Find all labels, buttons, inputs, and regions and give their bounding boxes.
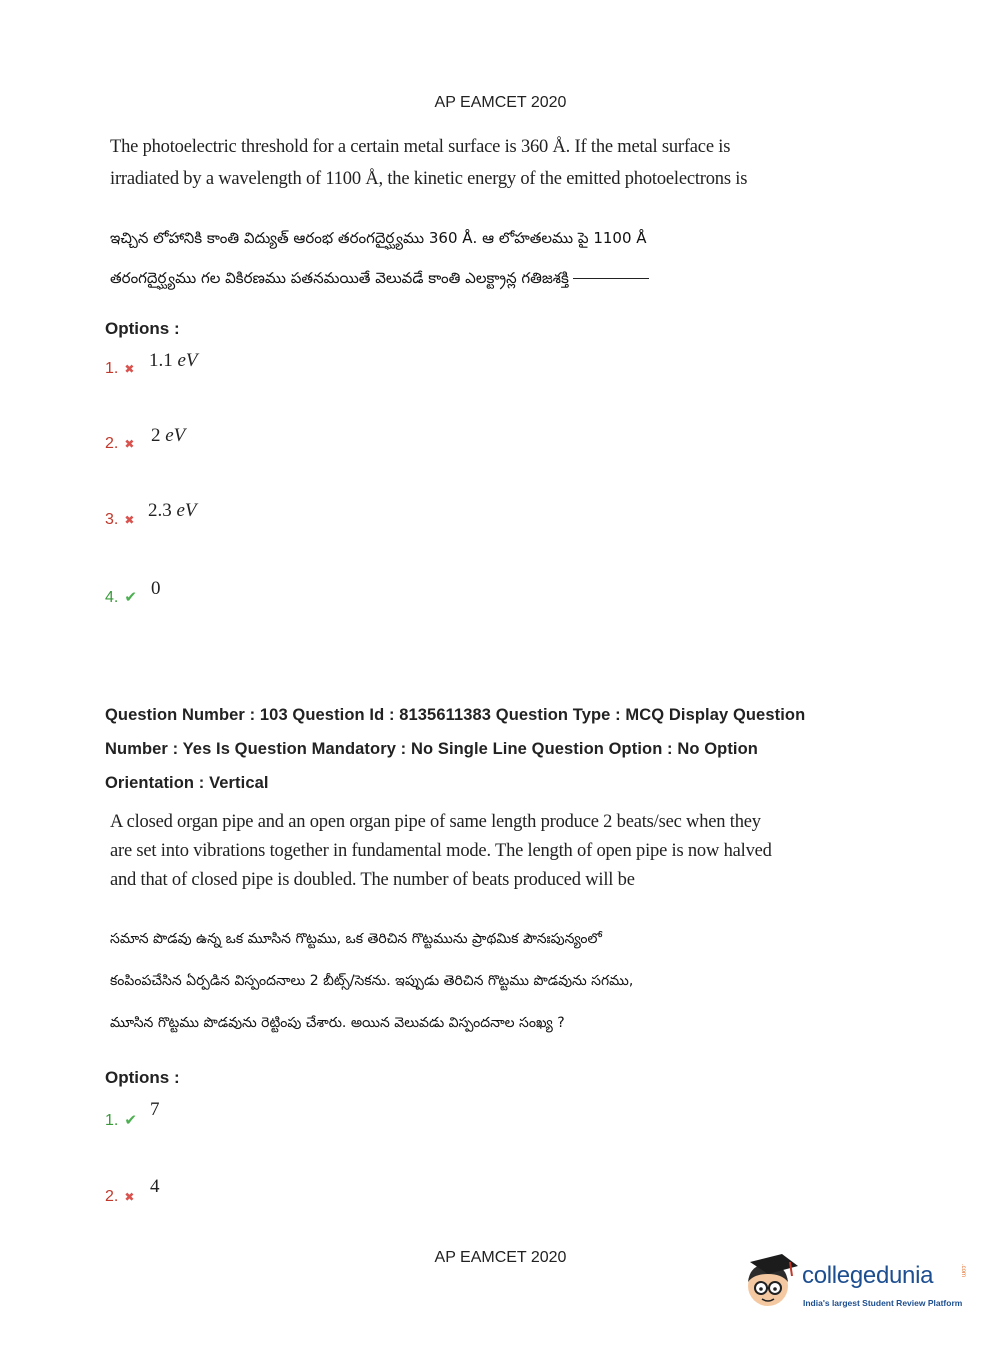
options-label: Options : (105, 1068, 180, 1087)
cross-icon: ✖ (124, 362, 135, 376)
option-number: 4. (105, 589, 119, 606)
check-icon: ✔ (124, 1111, 137, 1129)
cross-icon: ✖ (124, 513, 135, 527)
question-2-english (110, 808, 772, 895)
question-line-with-blank (110, 258, 649, 298)
option-unit: eV (176, 500, 197, 521)
collegedunia-logo (742, 1250, 972, 1320)
page-header: AP EAMCET 2020 (434, 94, 567, 111)
option-3 (105, 511, 134, 529)
question-line: are set into vibrations together in fundamental mode. The length of open pipe is now halved (110, 841, 772, 861)
option-number: 2. (105, 435, 119, 452)
option-1-value (149, 350, 198, 372)
option-2-value: 4 (150, 1176, 160, 1197)
option-2 (105, 435, 134, 453)
meta-line: Number : Yes Is Question Mandatory : No Single Line Question Option : No Option (105, 740, 758, 758)
option-number: 1. (105, 360, 119, 377)
option-2 (105, 1188, 134, 1206)
option-value: 2 (151, 425, 161, 446)
question-line: మూసిన గొట్టము పొడవును రెట్టింపు చేశారు. అయిన వెలువడు విస్పందనాల సంఖ్య ? (110, 1015, 565, 1031)
question-1-english (110, 131, 747, 195)
option-3-value (148, 500, 197, 522)
option-4-value: 0 (151, 578, 161, 599)
option-number: 3. (105, 511, 119, 528)
meta-line: Orientation : Vertical (105, 774, 269, 792)
option-unit: eV (177, 350, 198, 371)
option-1 (105, 360, 134, 378)
page-footer: AP EAMCET 2020 (434, 1249, 567, 1266)
question-2-meta (105, 698, 805, 800)
logo-domain: .com (960, 1264, 966, 1278)
question-line: The photoelectric threshold for a certain metal surface is 360 Å. If the metal surface is (110, 137, 731, 157)
option-1-value: 7 (150, 1099, 160, 1120)
option-value: 1.1 (149, 350, 173, 371)
question-line: irradiated by a wavelength of 1100 Å, the kinetic energy of the emitted photoelectrons is (110, 169, 748, 189)
option-value: 2.3 (148, 500, 172, 521)
option-unit: eV (165, 425, 186, 446)
mascot-icon (742, 1252, 800, 1314)
check-icon: ✔ (124, 588, 137, 606)
meta-line: Question Number : 103 Question Id : 8135611383 Question Type : MCQ Display Question (105, 706, 806, 724)
options-label: Options : (105, 319, 180, 338)
logo-tagline: India's largest Student Review Platform (803, 1298, 963, 1308)
question-line: తరంగదైర్ఘ్యము గల వికిరణము పతనమయితే వెలువడే కాంతి ఎలక్ట్రాన్ల గతిజశక్తి (110, 269, 569, 287)
cross-icon: ✖ (124, 1190, 135, 1204)
question-line: సమాన పొడవు ఉన్న ఒక మూసిన గొట్టము, ఒక తెరిచిన గొట్టమును ప్రాథమిక పౌనఃపున్యంలో (110, 931, 602, 947)
cross-icon: ✖ (124, 437, 135, 451)
option-4 (105, 588, 137, 607)
answer-blank (573, 278, 649, 279)
question-line: ఇచ్చిన లోహానికి కాంతి విద్యుత్ ఆరంభ తరంగదైర్ఘ్యము 360 Å. ఆ లోహతలము పై 1100 Å (110, 229, 647, 247)
option-2-value (151, 425, 185, 447)
question-line: A closed organ pipe and an open organ pipe of same length produce 2 beats/sec when they (110, 812, 761, 832)
question-2-telugu (110, 918, 633, 1044)
option-number: 2. (105, 1188, 119, 1205)
option-1 (105, 1111, 137, 1130)
question-1-telugu (110, 218, 649, 298)
question-line: and that of closed pipe is doubled. The number of beats produced will be (110, 870, 635, 890)
question-line: కంపింపచేసిన ఏర్పడిన విస్పందనాలు 2 బీట్స్/సెకను. ఇప్పుడు తెరిచిన గొట్టము పొడవును సగము, (110, 973, 634, 989)
logo-wordmark: collegedunia (802, 1262, 934, 1289)
option-number: 1. (105, 1112, 119, 1129)
